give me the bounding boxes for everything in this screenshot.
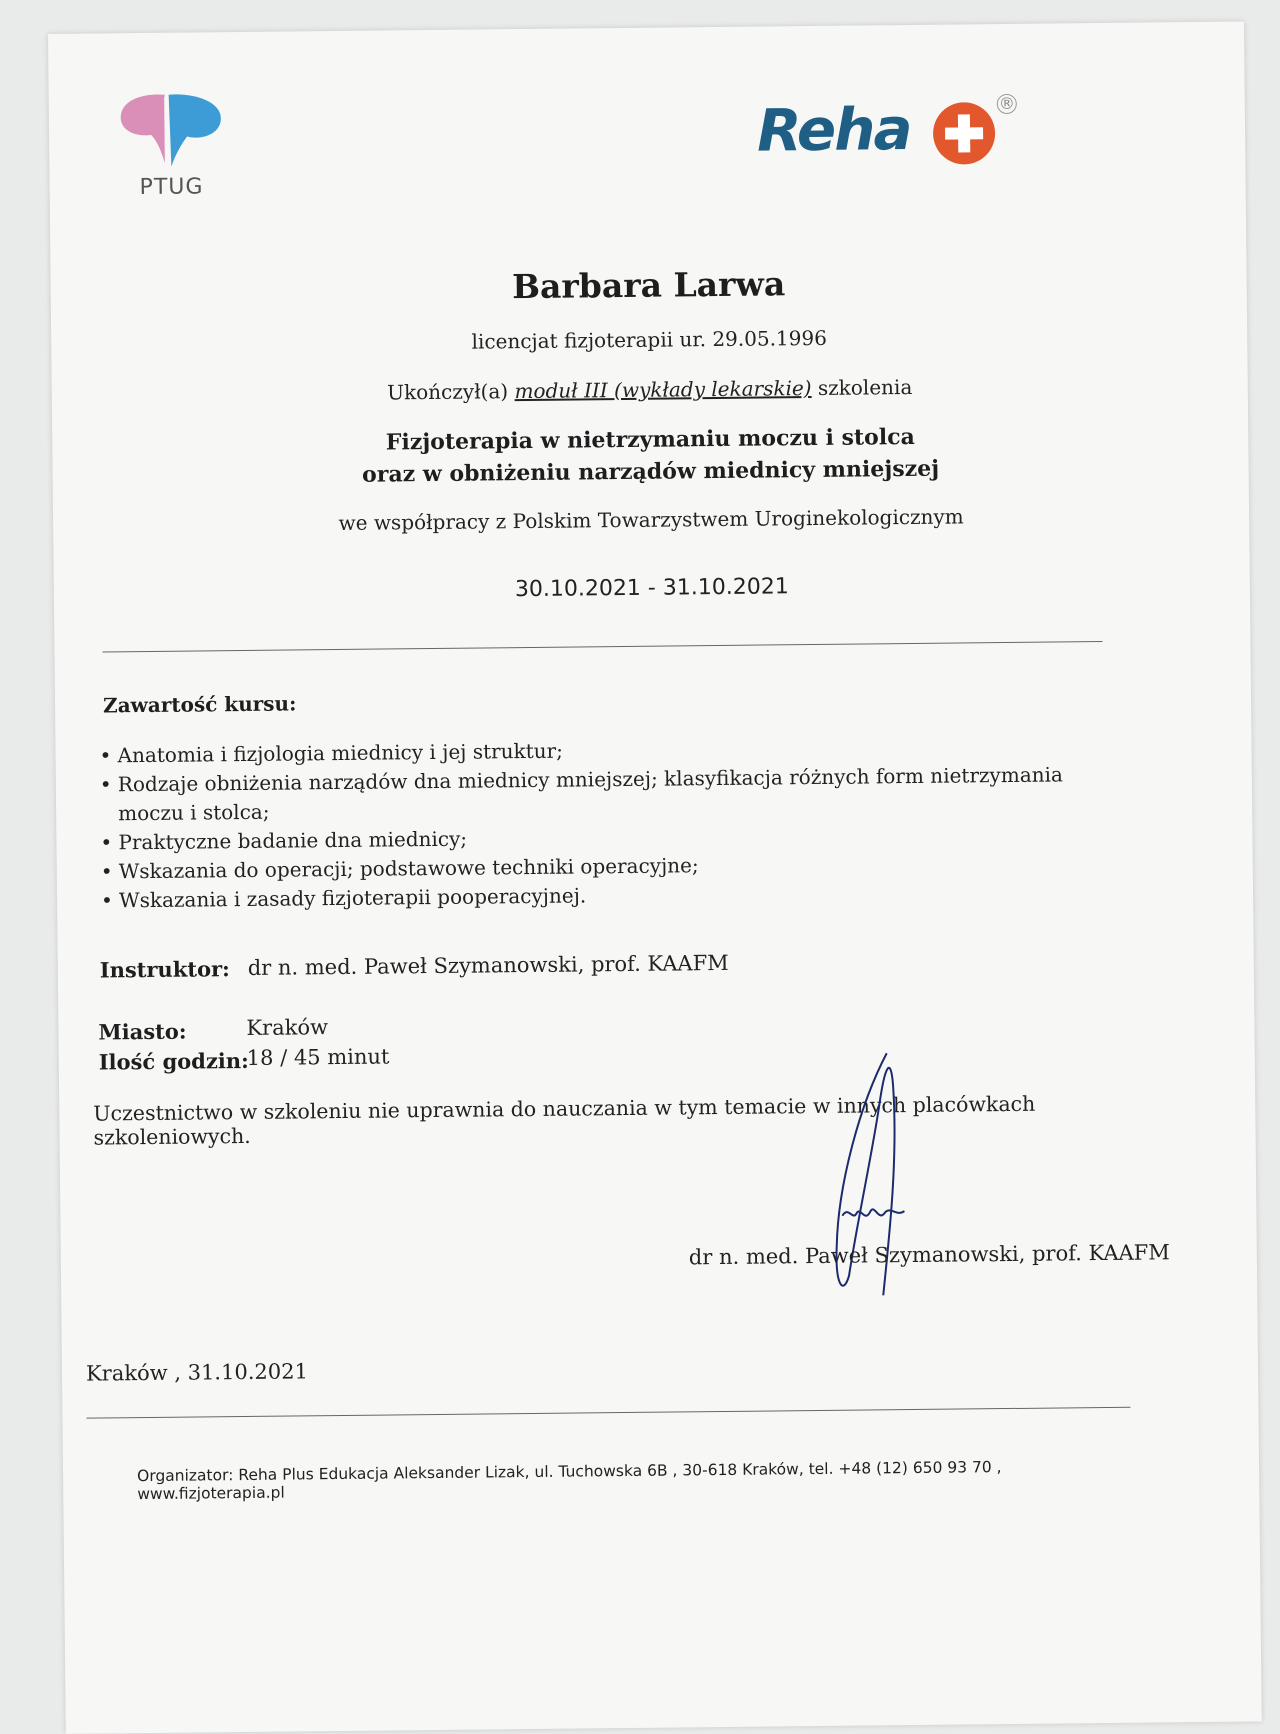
organizer-footer: Organizator: Reha Plus Edukacja Aleksander Lizak, ul. Tuchowska 6B , 30-618 Kraków, tel. +48 (12) 650 93 70 , www.fizjoterapia.pl — [137, 1458, 1002, 1504]
reha-logo-text: Reha — [756, 94, 911, 165]
content-title: Zawartość kursu: — [102, 691, 297, 718]
list-item: • Anatomia i fizjologia miednicy i jej struktur; — [97, 731, 1087, 770]
city-label: Miasto: — [98, 1018, 187, 1045]
list-item: • Praktyczne badanie dna miednicy; — [98, 818, 1088, 857]
hours-label: Ilość godzin: — [98, 1047, 249, 1075]
completion-line — [52, 371, 1248, 408]
certificate-paper — [48, 21, 1262, 1733]
completion-module: moduł III (wykłady lekarskie) — [514, 376, 812, 404]
ptug-logo — [117, 90, 228, 201]
ptug-label: PTUG — [139, 174, 204, 201]
cooperation-line: we współpracy z Polskim Towarzystwem Uroginekologicznym — [338, 504, 964, 535]
completion-prefix: Ukończył(a) — [387, 379, 509, 405]
course-dates: 30.10.2021 - 31.10.2021 — [514, 574, 789, 603]
list-item: • Wskazania do operacji; podstawowe techniki operacyjne; — [99, 847, 1089, 886]
list-item: • Rodzaje obniżenia narządów dna miednicy mniejszej; klasyfikacja różnych form nietrzymania moczu i stolca; — [98, 760, 1089, 828]
hours-value: 18 / 45 minut — [246, 1044, 390, 1070]
content-list — [97, 731, 1089, 915]
participant-title: licencjat fizjoterapii ur. 29.05.1996 — [471, 325, 828, 354]
instructor-label: Instruktor: — [99, 956, 230, 983]
course-title-line2: oraz w obniżeniu narządów miednicy mniejszej — [361, 455, 940, 488]
reha-logo — [757, 94, 1028, 177]
place-date: Kraków , 31.10.2021 — [85, 1359, 309, 1386]
participant-name: Barbara Larwa — [511, 264, 786, 307]
course-title-line1: Fizjoterapia w nietrzymaniu moczu i stolca — [385, 423, 915, 456]
instructor-value: dr n. med. Paweł Szymanowski, prof. KAAFM — [247, 950, 729, 980]
participation-note: Uczestnictwo w szkoleniu nie uprawnia do nauczania w tym temacie w innych placówkach szkoleniowych. — [93, 1091, 1036, 1150]
divider-top — [102, 641, 1102, 652]
list-item: • Wskazania i zasady fizjoterapii pooperacyjnej. — [99, 876, 1089, 915]
signatory-name: dr n. med. Paweł Szymanowski, prof. KAAFM — [688, 1240, 1170, 1270]
ptug-logo-mark — [117, 90, 228, 176]
city-value: Kraków — [246, 1015, 329, 1040]
course-title — [52, 417, 1249, 494]
reha-plus-icon — [931, 100, 998, 167]
completion-suffix: szkolenia — [817, 374, 913, 400]
registered-mark: ® — [997, 94, 1017, 114]
divider-bottom — [86, 1407, 1130, 1419]
